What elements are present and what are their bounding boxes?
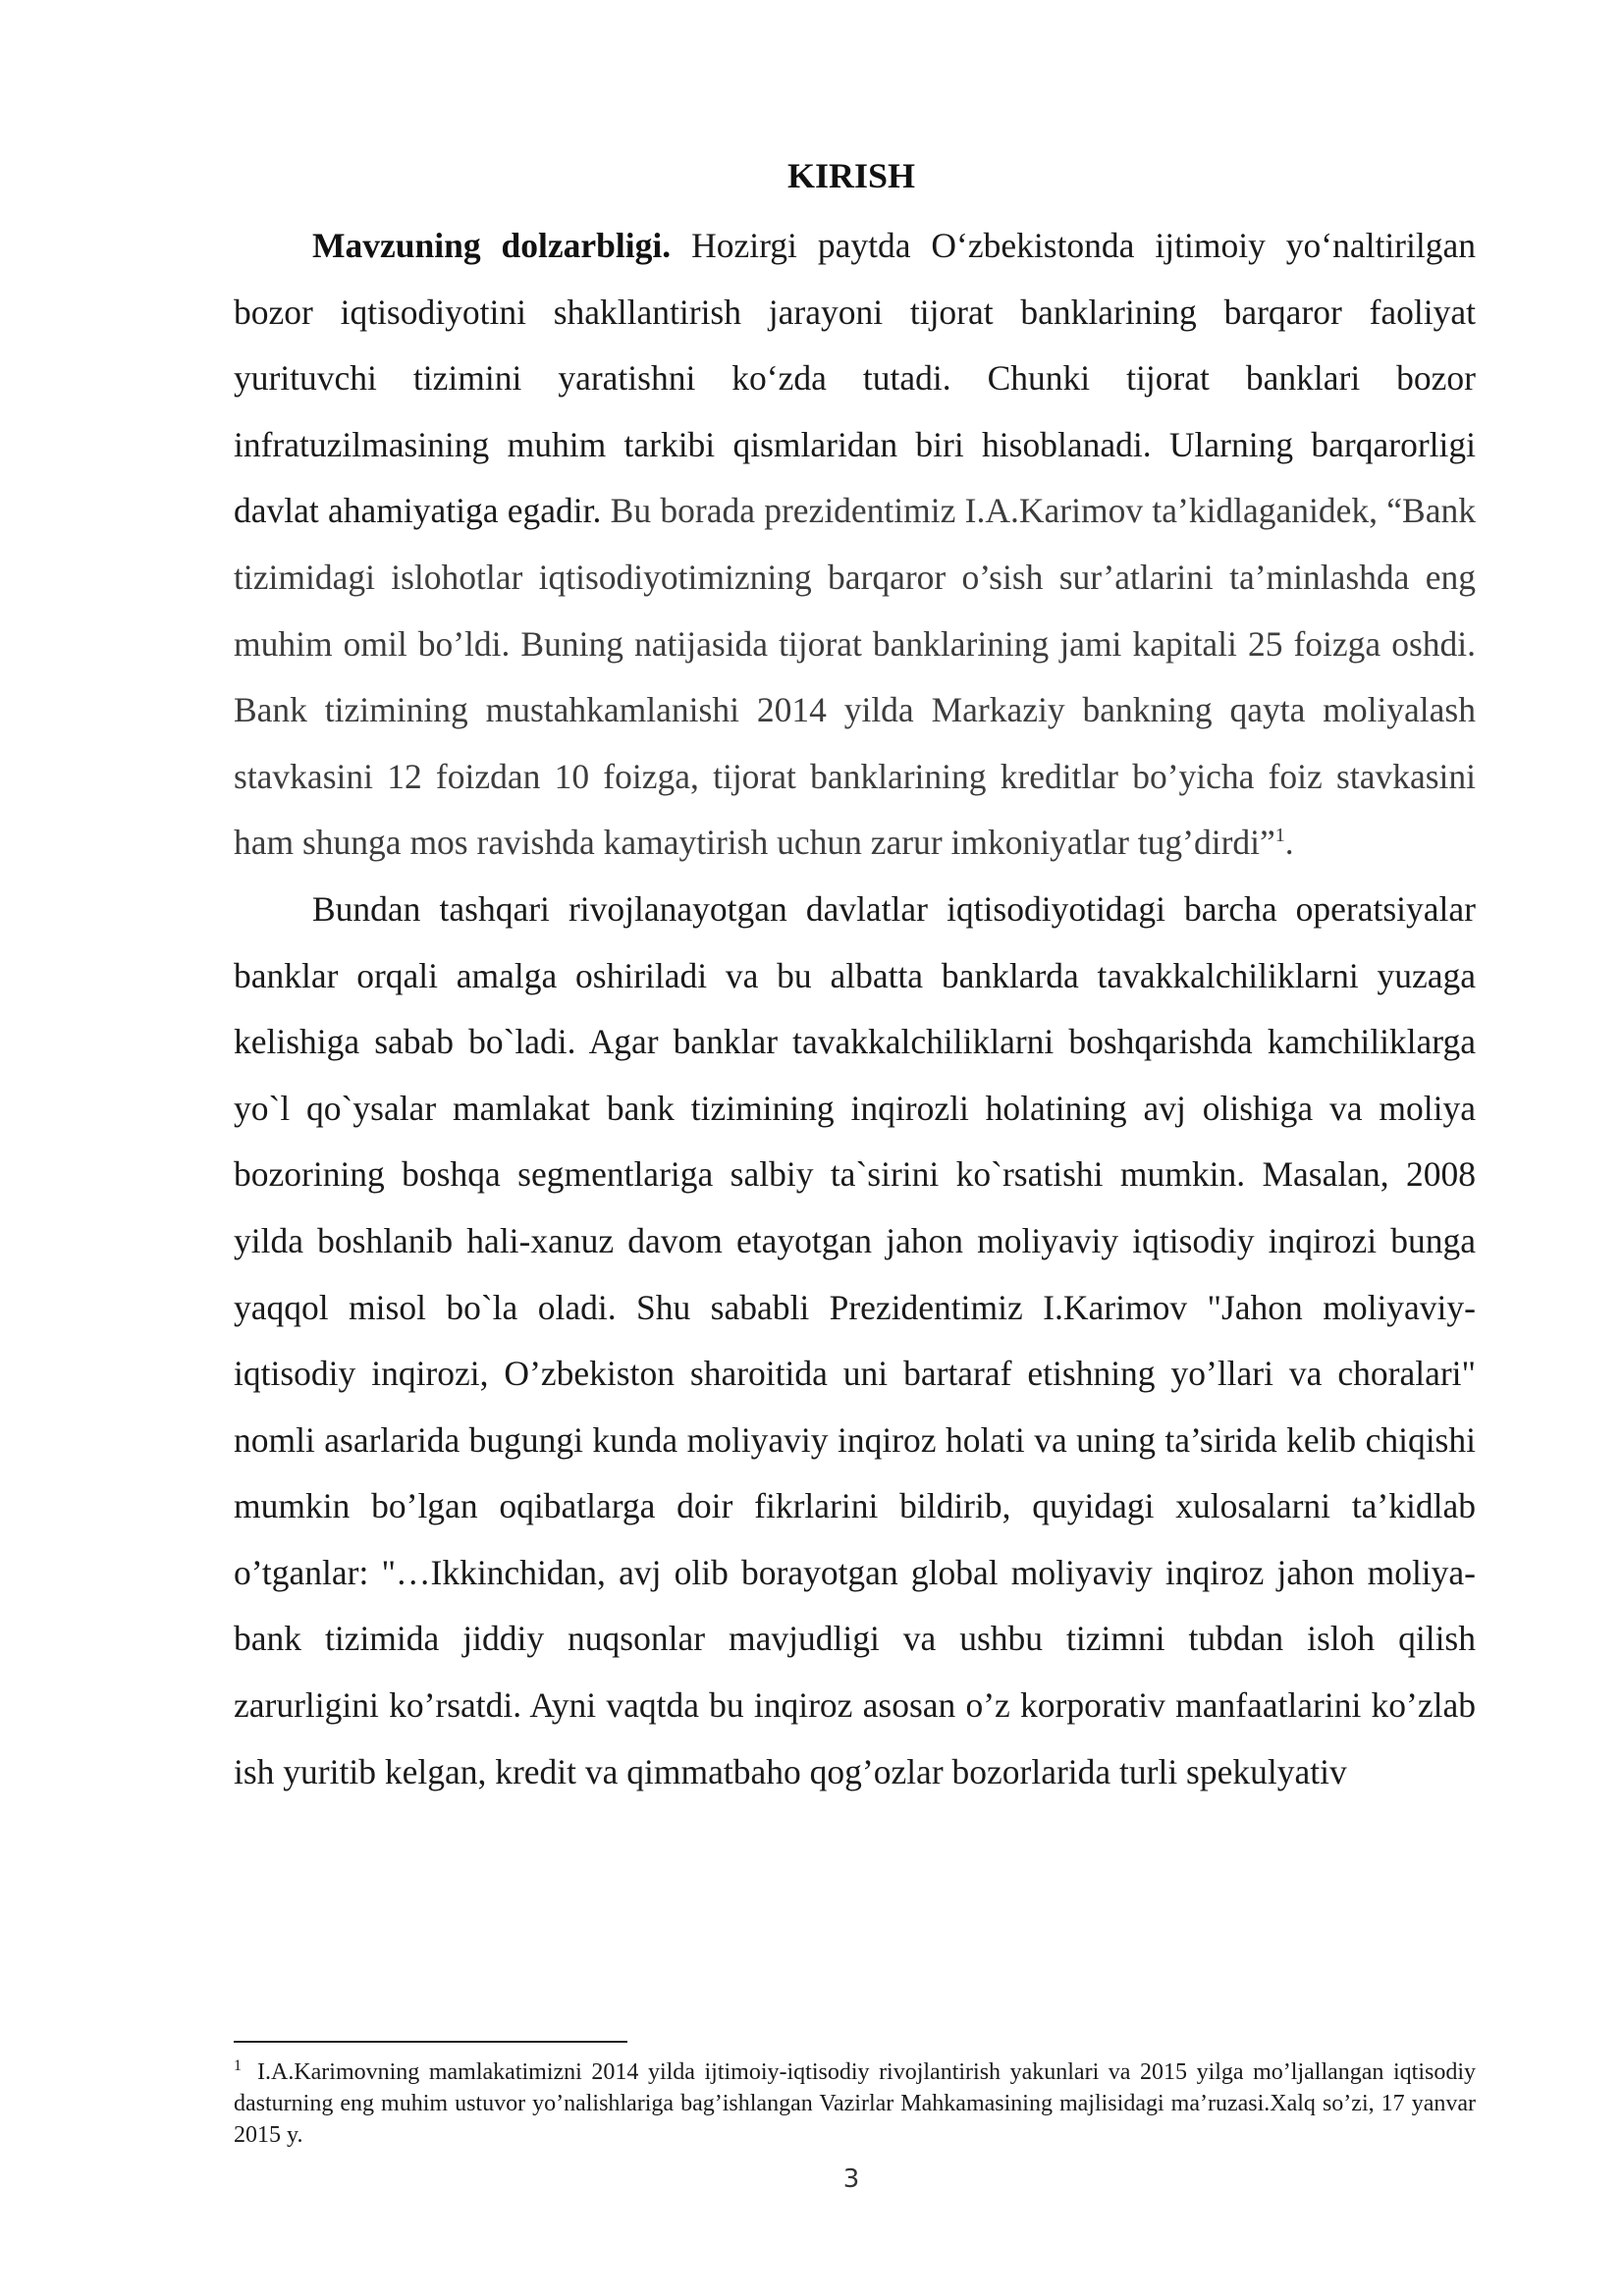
footnote-reference: 1 [1274,825,1285,847]
main-text [234,213,1476,1805]
footnote [234,2056,1476,2151]
paragraph-crisis: Bundan tashqari rivojlanayotgan davlatlar iqtisodiyotidagi barcha operatsiyalar banklar orqali amalga oshiriladi va bu albatta banklarda tavakkalchiliklarni yuzaga kelishiga sabab bo`ladi. Agar banklar tavakkalchiliklarni boshqarishda kamchiliklarga yo`l qo`ysalar mamlakat bank tizimining inqirozli holatining avj olishiga va moliya bozorining boshqa segmentlariga salbiy ta`sirini ko`rsatishi mumkin. Masalan, 2008 yilda boshlanib hali-xanuz davom etayotgan jahon moliyaviy iqtisodiy inqirozi bunga yaqqol misol bo`la oladi. Shu sababli Prezidentimiz I.Karimov "Jahon moliyaviy-iqtisodiy inqirozi, O’zbekiston sharoitida uni bartaraf etishning yo’llari va choralari" nomli asarlarida bugungi kunda moliyaviy inqiroz holati va uning ta’sirida kelib chiqishi mumkin bo’lgan oqibatlarga doir fikrlarini bildirib, quyidagi xulosalarni ta’kidlab o’tganlar: "…Ikkinchidan, avj olib borayotgan global moliyaviy inqiroz jahon moliya-bank tizimida jiddiy nuqsonlar mavjudligi va ushbu tizimni tubdan isloh qilish zarurligini ko’rsatdi. Ayni vaqtda bu inqiroz asosan o’z korporativ manfaatlarini ko’zlab ish yuritib kelgan, kredit va qimmatbaho qog’ozlar bozorlarida turli spekulyativ [234,888,1476,1791]
paragraph-text: Hozirgi paytda O‘zbekistonda ijtimoiy yo‘naltirilgan bozor iqtisodiyotini shakllantirish jarayoni tijorat banklarining barqaror faoliyat yurituvchi tizimini yaratishni ko‘zda tutadi. Chunki tijorat banklari bozor infratuzilmasining muhim tarkibi qismlaridan biri hisoblanadi. Ularning barqarorligi davlat ahamiyatiga egadir. [234,226,1476,531]
footnote-divider [234,2041,627,2043]
paragraph-lead-label: Mavzuning dolzarbligi. [312,226,672,265]
page-title: KIRISH [786,156,916,195]
paragraph-relevance [234,213,1476,877]
paragraph-end: . [1284,823,1294,863]
footnote-number: 1 [234,2057,242,2074]
page-number: 3 [842,2164,860,2194]
footnote-text: I.A.Karimovning mamlakatimizni 2014 yilda ijtimoiy-iqtisodiy rivojlantirish yakunlari va 2015 yilga mo’ljallangan iqtisodiy dasturning eng muhim ustuvor yo’nalishlariga bag’ishlangan Vazirlar Mahkamasining majlisidagi ma’ruzasi.Xalq so’zi, 17 yanvar 2015 y. [234,2059,1476,2148]
quote-text: Bu borada prezidentimiz I.A.Karimov ta’kidlaganidek, “Bank tizimidagi islohotlar iqtisodiyotimizning barqaror o’sish sur’atlarini ta’minlashda eng muhim omil bo’ldi. Buning natijasida tijorat banklarining jami kapitali 25 foizga oshdi. Bank tizimining mustahkamlanishi 2014 yilda Markaziy bankning qayta moliyalash stavkasini 12 foizdan 10 foizga, tijorat banklarining kreditlar bo’yicha foiz stavkasini ham shunga mos ravishda kamaytirish uchun zarur imkoniyatlar tug’dirdi” [234,491,1476,863]
